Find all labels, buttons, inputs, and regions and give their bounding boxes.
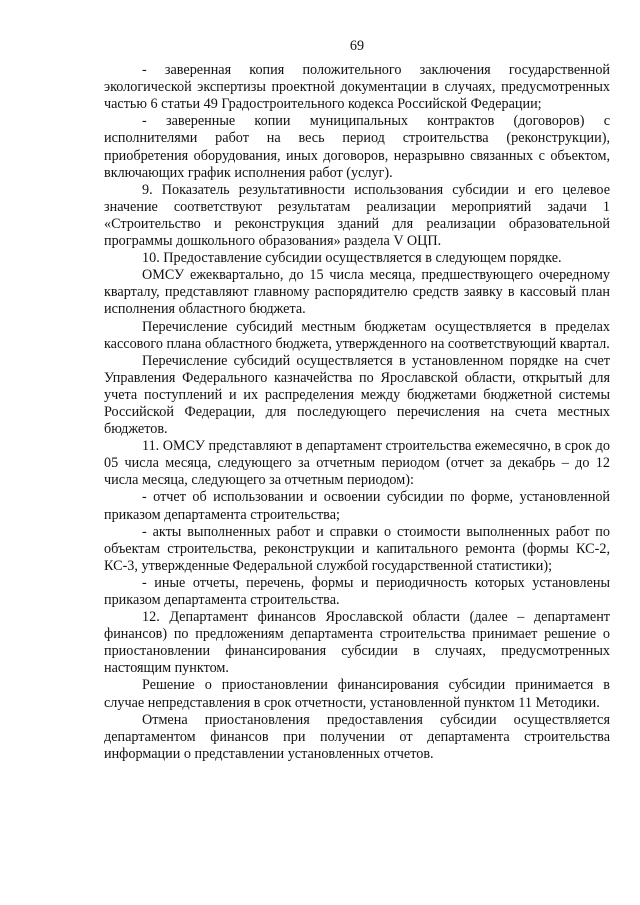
paragraph-suspension-decision: Решение о приостановлении финансирования субсидии принимается в случае непредставления в срок отчетности, установленной пунктом 11 Методики. <box>104 677 610 711</box>
paragraph-expertise-copy: - заверенная копия положительного заключения государственной экологической экспертизы проектной документации в случаях, предусмотренных частью 6 статьи 49 Градостроительного кодекса Российской Федерации; <box>104 62 610 113</box>
paragraph-item-9: 9. Показатель результативности использования субсидии и его целевое значение соответствуют результатам реализации мероприятий задачи 1 «Строительство и реконструкция зданий для реализации образовательной программы дошкольного образования» раздела V ОЦП. <box>104 181 610 250</box>
paragraph-transfer-limits: Перечисление субсидий местным бюджетам осуществляется в пределах кассового плана областного бюджета, утвержденного на соответствующий квартал. <box>104 318 610 352</box>
paragraph-omsu-quarterly: ОМСУ ежеквартально, до 15 числа месяца, предшествующего очередному кварталу, представляют главному распорядителю средств заявку в кассовый план исполнения областного бюджета. <box>104 267 610 318</box>
paragraph-item-10: 10. Предоставление субсидии осуществляется в следующем порядке. <box>142 250 562 267</box>
paragraph-item-12: 12. Департамент финансов Ярославской области (далее – департамент финансов) по предложениям департамента строительства принимает решение о приостановлении финансирования субсидии в случаях, предусмотренных настоящим пунктом. <box>104 609 610 677</box>
paragraph-report-acts: - акты выполненных работ и справки о стоимости выполненных работ по объектам строительства, реконструкции и капитального ремонта (формы КС-2, КС-3, утвержденные Федеральной службой государственной статистики); <box>104 523 610 574</box>
paragraph-report-usage: - отчет об использовании и освоении субсидии по форме, установленной приказом департамента строительства; <box>104 489 610 523</box>
paragraph-transfer-account: Перечисление субсидий осуществляется в установленном порядке на счет Управления Федерального казначейства по Ярославской области, открытый для учета поступлений и их распределения между бюджетами бюджетной системы Российской Федерации, для последующего перечисления на счета местных бюджетов. <box>104 352 610 438</box>
paragraph-suspension-cancel: Отмена приостановления предоставления субсидии осуществляется департаментом финансов при получении от департамента строительства информации о представлении установленных отчетов. <box>104 711 610 762</box>
paragraph-report-other: - иные отчеты, перечень, формы и периодичность которых установлены приказом департамента строительства. <box>104 574 610 608</box>
paragraph-contract-copies: - заверенные копии муниципальных контрактов (договоров) с исполнителями работ на весь период строительства (реконструкции), приобретения оборудования, иных договоров, неразрывно связанных с объектом, включающих график исполнения работ (услуг). <box>104 113 610 181</box>
paragraph-item-11: 11. ОМСУ представляют в департамент строительства ежемесячно, в срок до 05 числа месяца, следующего за отчетным периодом (отчет за декабрь – до 12 числа месяца, следующего за отчетным периодом): <box>104 438 610 489</box>
page-number: 69 <box>349 38 365 54</box>
